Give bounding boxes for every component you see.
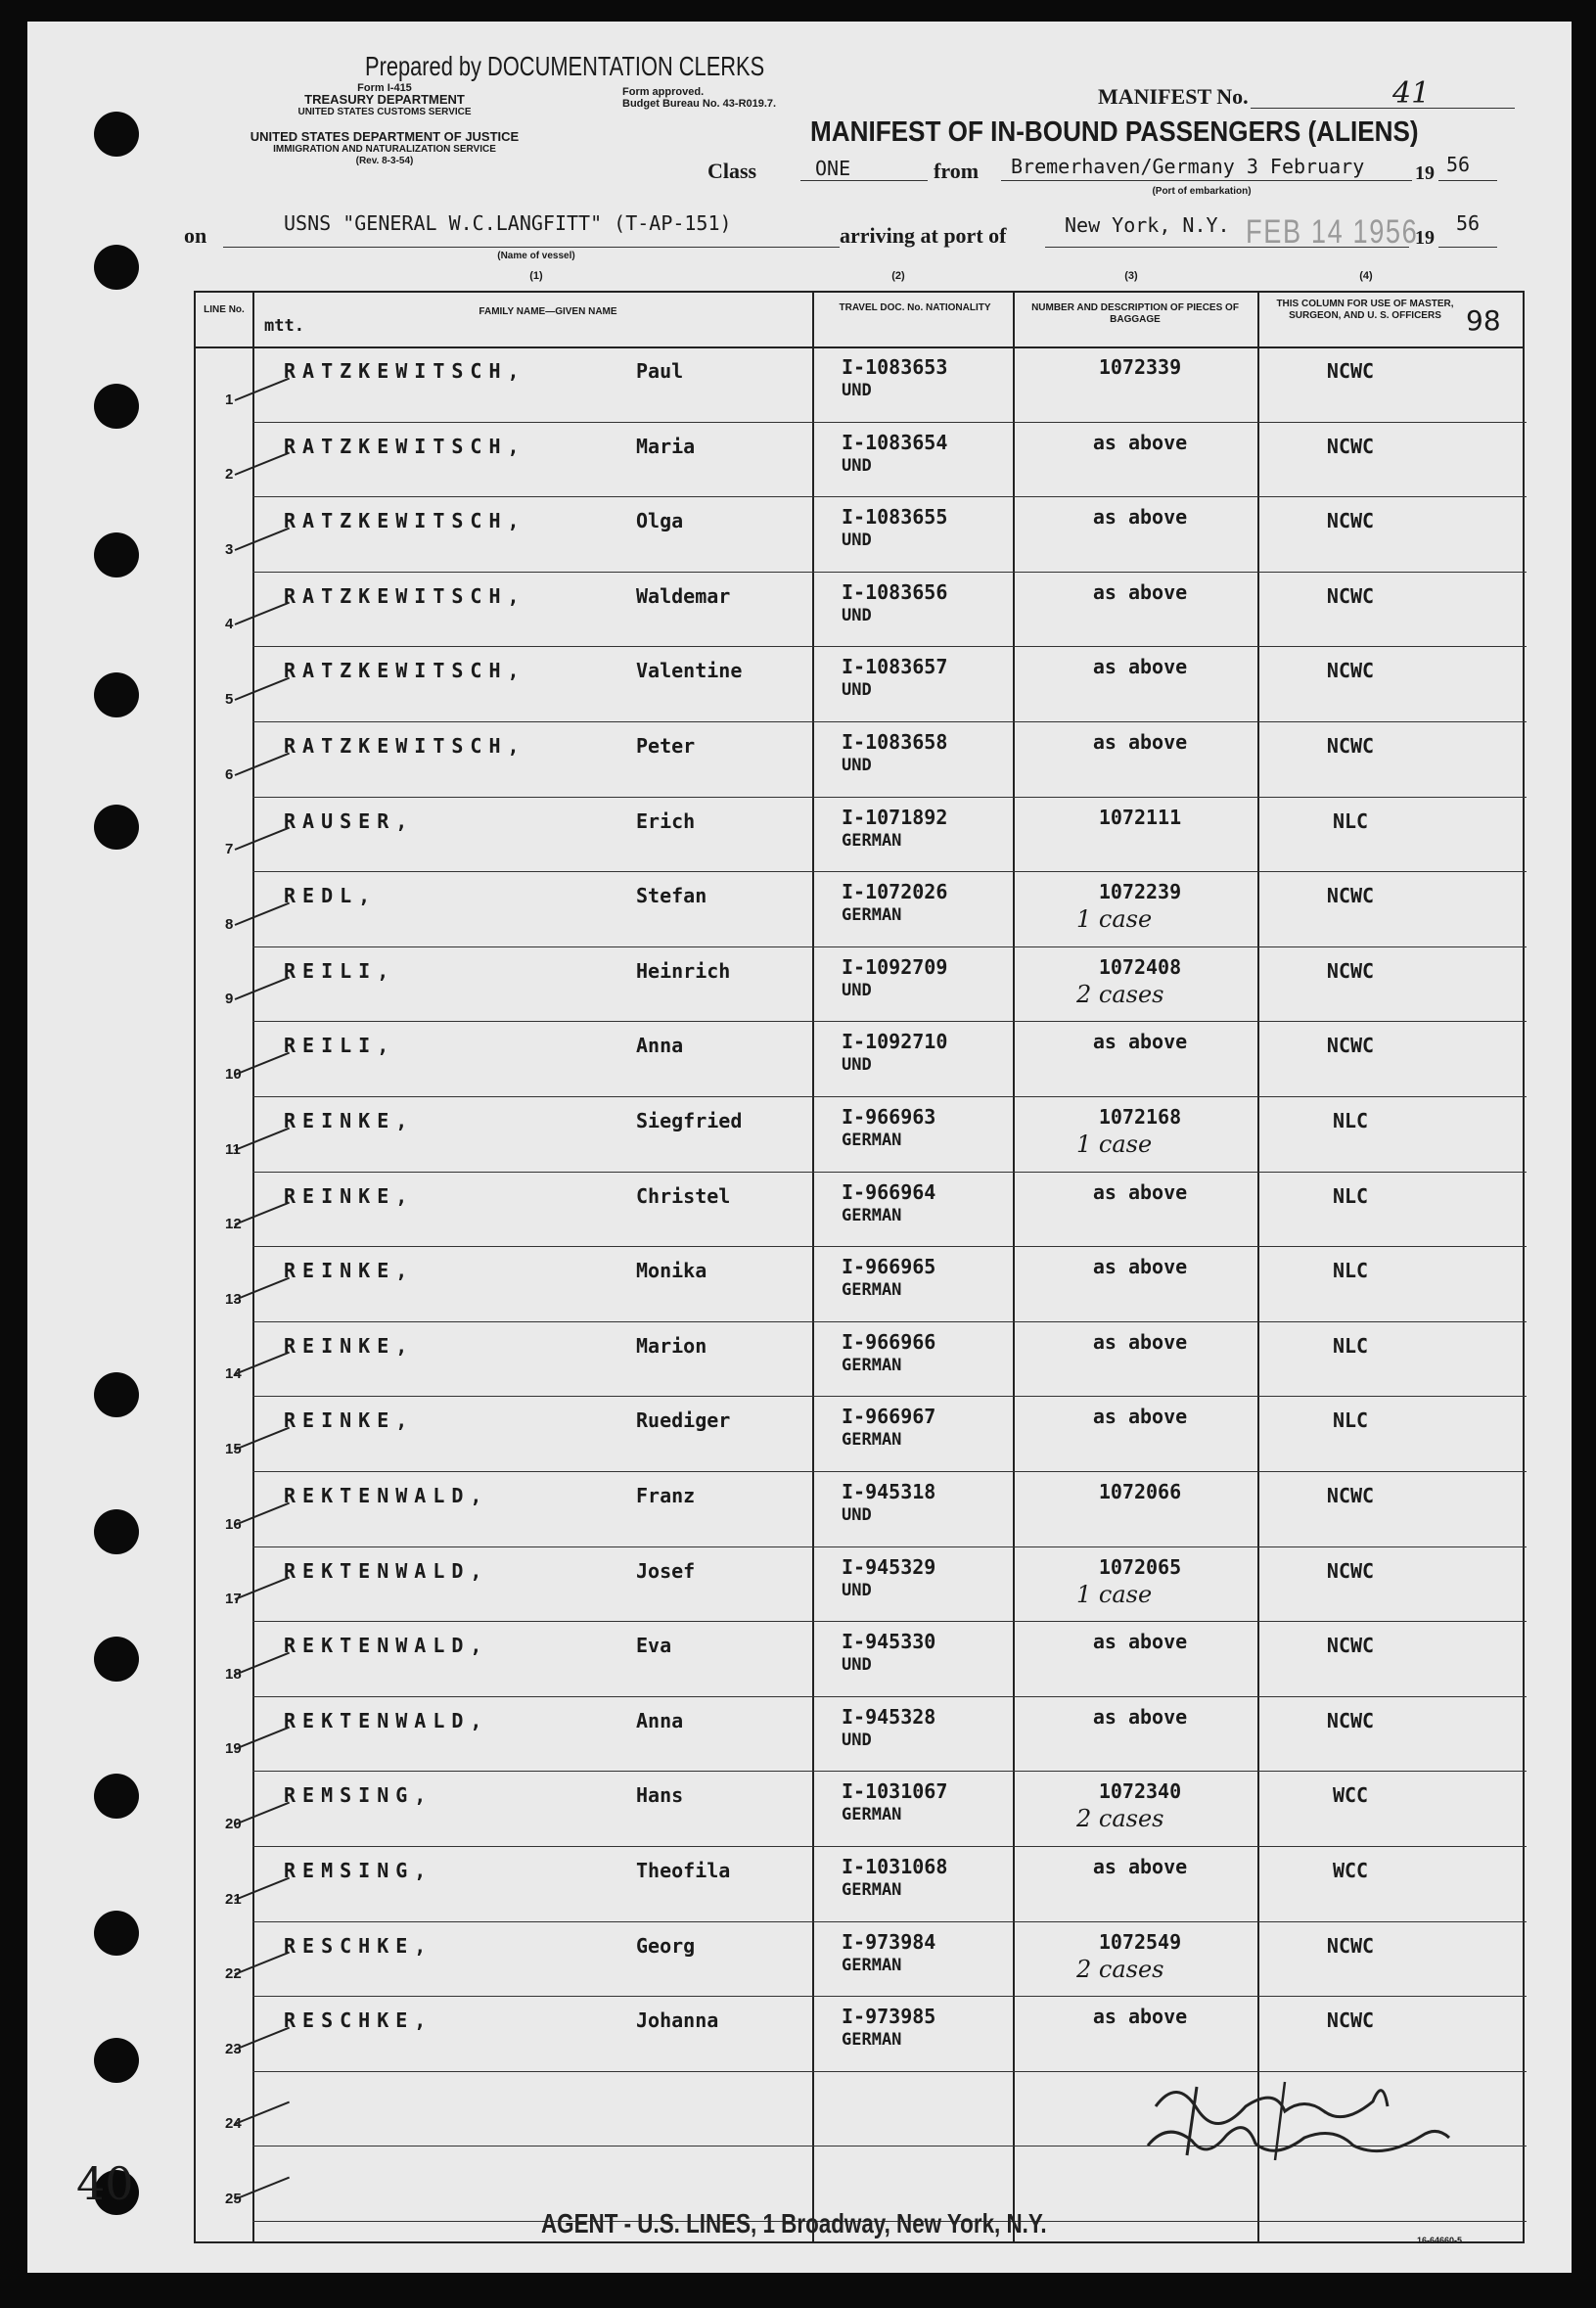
on-label: on bbox=[184, 223, 207, 248]
line-number: 7 bbox=[225, 841, 234, 858]
punch-hole bbox=[94, 1774, 139, 1819]
given-name: Anna bbox=[636, 1708, 684, 1732]
travel-doc-number: I-966964 bbox=[842, 1179, 936, 1204]
given-name: Erich bbox=[636, 808, 696, 833]
given-name: Eva bbox=[636, 1634, 672, 1658]
table-row bbox=[196, 1173, 1527, 1248]
customs-service: UNITED STATES CUSTOMS SERVICE bbox=[297, 107, 472, 117]
nationality: GERMAN bbox=[842, 1205, 902, 1225]
line-number: 12 bbox=[225, 1216, 242, 1233]
family-name: REINKE, bbox=[284, 1259, 415, 1283]
baggage-description: as above bbox=[1092, 1630, 1188, 1654]
baggage-description: as above bbox=[1092, 1179, 1188, 1204]
line-number: 15 bbox=[225, 1440, 242, 1457]
agency-code: NCWC bbox=[1326, 1933, 1375, 1958]
table-row bbox=[196, 1622, 1527, 1697]
nationality: UND bbox=[842, 605, 872, 625]
line-number: 5 bbox=[225, 690, 234, 708]
punch-hole bbox=[94, 245, 139, 290]
line-number: 16 bbox=[225, 1515, 242, 1533]
table-row bbox=[196, 1847, 1527, 1922]
column-number-1: (1) bbox=[529, 270, 543, 282]
nationality: UND bbox=[842, 1580, 872, 1600]
travel-doc-number: I-1072026 bbox=[842, 880, 948, 904]
baggage-description: 1072340 bbox=[1098, 1779, 1182, 1804]
line-number: 17 bbox=[225, 1591, 242, 1608]
family-name: REILI, bbox=[284, 958, 396, 983]
justice-department: UNITED STATES DEPARTMENT OF JUSTICE bbox=[250, 129, 520, 144]
table-row bbox=[196, 1022, 1527, 1097]
family-name: REKTENWALD, bbox=[284, 1634, 489, 1658]
budget-bureau: Budget Bureau No. 43-R019.7. bbox=[622, 98, 777, 110]
nationality: UND bbox=[842, 1655, 872, 1676]
agency-code: NCWC bbox=[1326, 1484, 1375, 1507]
agency-code: NCWC bbox=[1326, 509, 1375, 533]
arrival-date-stamp: FEB 14 1956 bbox=[1246, 213, 1419, 251]
baggage-description: 1072111 bbox=[1098, 805, 1182, 829]
travel-doc-number: I-945330 bbox=[842, 1630, 936, 1654]
nationality: GERMAN bbox=[842, 1880, 902, 1900]
table-row bbox=[196, 1247, 1527, 1322]
year-value: 56 bbox=[1446, 153, 1471, 176]
given-name: Ruediger bbox=[636, 1408, 731, 1433]
travel-doc-number: I-966967 bbox=[842, 1405, 936, 1429]
column-number-2: (2) bbox=[891, 270, 905, 282]
punch-hole bbox=[94, 112, 139, 157]
nationality: GERMAN bbox=[842, 830, 902, 851]
baggage-description: as above bbox=[1092, 1855, 1188, 1878]
given-name: Hans bbox=[636, 1783, 684, 1808]
baggage-description: as above bbox=[1092, 1030, 1188, 1054]
arrival-year: 56 bbox=[1456, 211, 1481, 235]
agency-code: NLC bbox=[1332, 1109, 1369, 1132]
officer-signature bbox=[1138, 2067, 1461, 2175]
punch-hole bbox=[94, 672, 139, 717]
travel-doc-number: I-1031067 bbox=[842, 1779, 948, 1804]
agency-code: NCWC bbox=[1326, 958, 1375, 983]
given-name: Christel bbox=[636, 1183, 731, 1208]
treasury-department: TREASURY DEPARTMENT bbox=[304, 92, 465, 107]
travel-doc-number: I-1092710 bbox=[842, 1030, 948, 1054]
port-caption: (Port of embarkation) bbox=[1152, 186, 1252, 197]
given-name: Siegfried bbox=[636, 1109, 743, 1132]
printer-code: 16-64660-5 bbox=[1417, 2236, 1463, 2245]
manifest-title: MANIFEST OF IN-BOUND PASSENGERS (ALIENS) bbox=[810, 116, 1419, 148]
line-number: 8 bbox=[225, 915, 234, 933]
baggage-description: 1072549 bbox=[1098, 1929, 1182, 1954]
line-number: 21 bbox=[225, 1890, 242, 1908]
col-header-baggage: NUMBER AND DESCRIPTION OF PIECES OF BAGGAGE bbox=[1031, 302, 1239, 325]
baggage-description: as above bbox=[1092, 1704, 1188, 1729]
baggage-description: 1072066 bbox=[1098, 1480, 1182, 1503]
vessel-name: USNS "GENERAL W.C.LANGFITT" (T-AP-151) bbox=[284, 211, 732, 235]
travel-doc-number: I-1083657 bbox=[842, 655, 948, 679]
form-number: Form I-415 bbox=[357, 82, 412, 94]
baggage-description: as above bbox=[1092, 655, 1188, 679]
family-name: REDL, bbox=[284, 884, 378, 908]
agency-code: NCWC bbox=[1326, 734, 1375, 758]
arrival-year-prefix: 19 bbox=[1415, 227, 1435, 249]
baggage-handwritten-note: 2 cases bbox=[1076, 1955, 1164, 1983]
baggage-description: 1072408 bbox=[1098, 954, 1182, 979]
baggage-description: as above bbox=[1092, 579, 1188, 604]
nationality: GERMAN bbox=[842, 1280, 902, 1301]
baggage-handwritten-note: 2 cases bbox=[1076, 980, 1164, 1008]
travel-doc-number: I-1083656 bbox=[842, 579, 948, 604]
col-header-note: mtt. bbox=[264, 316, 304, 336]
given-name: Monika bbox=[636, 1259, 707, 1283]
table-row bbox=[196, 1922, 1527, 1998]
punch-hole bbox=[94, 1637, 139, 1682]
travel-doc-number: I-973985 bbox=[842, 2005, 936, 2029]
family-name: RATZKEWITSCH, bbox=[284, 659, 526, 683]
arrival-port: New York, N.Y. bbox=[1065, 213, 1230, 237]
agency-code: NCWC bbox=[1326, 884, 1375, 908]
baggage-description: as above bbox=[1092, 730, 1188, 754]
col-header-doc: TRAVEL DOC. No. NATIONALITY bbox=[839, 302, 991, 313]
table-row bbox=[196, 647, 1527, 722]
travel-doc-number: I-1092709 bbox=[842, 954, 948, 979]
travel-doc-number: I-945329 bbox=[842, 1554, 936, 1579]
agency-code: NCWC bbox=[1326, 1034, 1375, 1058]
baggage-description: as above bbox=[1092, 505, 1188, 530]
agency-code: WCC bbox=[1332, 1783, 1369, 1808]
baggage-description: as above bbox=[1092, 1255, 1188, 1279]
family-name: REINKE, bbox=[284, 1109, 415, 1132]
table-row bbox=[196, 347, 1527, 423]
line-number: 23 bbox=[225, 2040, 242, 2057]
family-name: RATZKEWITSCH, bbox=[284, 583, 526, 608]
table-row bbox=[196, 1697, 1527, 1773]
prepared-by-stamp: Prepared by DOCUMENTATION CLERKS bbox=[365, 51, 765, 81]
family-name: REINKE, bbox=[284, 1408, 415, 1433]
travel-doc-number: I-966966 bbox=[842, 1329, 936, 1354]
given-name: Marion bbox=[636, 1333, 707, 1358]
travel-doc-number: I-1083653 bbox=[842, 355, 948, 379]
baggage-description: 1072239 bbox=[1098, 880, 1182, 904]
revision-date: (Rev. 8-3-54) bbox=[355, 156, 414, 166]
agency-code: NLC bbox=[1332, 1259, 1369, 1283]
col-header-official-use: THIS COLUMN FOR USE OF MASTER, SURGEON, AND U. S. OFFICERS bbox=[1276, 299, 1454, 321]
family-name: RESCHKE, bbox=[284, 1933, 433, 1958]
family-name: REMSING, bbox=[284, 1783, 433, 1808]
baggage-description: 1072168 bbox=[1098, 1105, 1182, 1129]
nationality: UND bbox=[842, 1055, 872, 1076]
baggage-description: as above bbox=[1092, 2005, 1188, 2029]
column-number-3: (3) bbox=[1124, 270, 1138, 282]
nationality: UND bbox=[842, 1730, 872, 1750]
baggage-description: as above bbox=[1092, 430, 1188, 454]
line-number: 25 bbox=[225, 2190, 242, 2207]
travel-doc-number: I-966963 bbox=[842, 1105, 936, 1129]
year-prefix: 19 bbox=[1415, 162, 1435, 184]
agency-code: NCWC bbox=[1326, 1708, 1375, 1732]
baggage-handwritten-note: 1 case bbox=[1076, 1580, 1153, 1608]
table-row bbox=[196, 1097, 1527, 1173]
punch-hole bbox=[94, 1509, 139, 1554]
given-name: Heinrich bbox=[636, 958, 731, 983]
travel-doc-number: I-945328 bbox=[842, 1704, 936, 1729]
manifest-number: 41 bbox=[1392, 76, 1431, 111]
agency-code: NCWC bbox=[1326, 1634, 1375, 1658]
table-row bbox=[196, 722, 1527, 798]
table-row bbox=[196, 1772, 1527, 1847]
family-name: RATZKEWITSCH, bbox=[284, 359, 526, 383]
family-name: RATZKEWITSCH, bbox=[284, 509, 526, 533]
nationality: GERMAN bbox=[842, 1955, 902, 1975]
line-number: 22 bbox=[225, 1965, 242, 1983]
travel-doc-number: I-1083654 bbox=[842, 430, 948, 454]
line-number: 18 bbox=[225, 1665, 242, 1683]
official-use-note: 98 bbox=[1466, 304, 1501, 337]
punch-hole bbox=[94, 384, 139, 429]
line-number: 24 bbox=[225, 2115, 242, 2133]
table-row bbox=[196, 872, 1527, 947]
agency-code: NCWC bbox=[1326, 1558, 1375, 1583]
nationality: UND bbox=[842, 531, 872, 551]
given-name: Peter bbox=[636, 734, 696, 758]
table-row bbox=[196, 1997, 1527, 2072]
family-name: REKTENWALD, bbox=[284, 1484, 489, 1507]
vessel-caption: (Name of vessel) bbox=[497, 251, 575, 261]
agency-code: NCWC bbox=[1326, 2008, 1375, 2033]
nationality: UND bbox=[842, 455, 872, 476]
given-name: Maria bbox=[636, 434, 696, 458]
given-name: Josef bbox=[636, 1558, 696, 1583]
line-number: 10 bbox=[225, 1065, 242, 1083]
given-name: Olga bbox=[636, 509, 684, 533]
nationality: UND bbox=[842, 756, 872, 775]
agency-code: NLC bbox=[1332, 1408, 1369, 1433]
punch-hole bbox=[94, 532, 139, 577]
given-name: Johanna bbox=[636, 2008, 719, 2033]
travel-doc-number: I-1071892 bbox=[842, 805, 948, 829]
nationality: GERMAN bbox=[842, 905, 902, 926]
class-label: Class bbox=[707, 159, 757, 183]
travel-doc-number: I-966965 bbox=[842, 1255, 936, 1279]
agency-code: NCWC bbox=[1326, 659, 1375, 683]
line-number: 9 bbox=[225, 991, 234, 1008]
line-number: 19 bbox=[225, 1740, 242, 1758]
given-name: Paul bbox=[636, 359, 684, 383]
travel-doc-number: I-1031068 bbox=[842, 1855, 948, 1878]
table-row bbox=[196, 573, 1527, 648]
baggage-description: 1072065 bbox=[1098, 1554, 1182, 1579]
line-number: 3 bbox=[225, 540, 234, 558]
table-row bbox=[196, 1397, 1527, 1472]
travel-doc-number: I-973984 bbox=[842, 1929, 936, 1954]
table-row bbox=[196, 497, 1527, 573]
table-row bbox=[196, 423, 1527, 498]
nationality: GERMAN bbox=[842, 1805, 902, 1825]
column-number-4: (4) bbox=[1359, 270, 1373, 282]
ins-service: IMMIGRATION AND NATURALIZATION SERVICE bbox=[273, 144, 496, 155]
family-name: REINKE, bbox=[284, 1333, 415, 1358]
agency-code: NLC bbox=[1332, 808, 1369, 833]
agency-code: NCWC bbox=[1326, 359, 1375, 383]
family-name: RAUSER, bbox=[284, 808, 415, 833]
punch-hole bbox=[94, 2038, 139, 2083]
line-number: 1 bbox=[225, 391, 234, 408]
given-name: Waldemar bbox=[636, 583, 731, 608]
agency-code: NCWC bbox=[1326, 583, 1375, 608]
table-row bbox=[196, 1547, 1527, 1623]
baggage-handwritten-note: 2 cases bbox=[1076, 1805, 1164, 1833]
family-name: RATZKEWITSCH, bbox=[284, 734, 526, 758]
table-row bbox=[196, 947, 1527, 1023]
col-header-name: FAMILY NAME—GIVEN NAME bbox=[479, 306, 617, 317]
family-name: RATZKEWITSCH, bbox=[284, 434, 526, 458]
form-approved: Form approved. bbox=[622, 86, 705, 98]
line-number: 20 bbox=[225, 1815, 242, 1832]
baggage-handwritten-note: 1 case bbox=[1076, 1131, 1153, 1158]
line-number: 2 bbox=[225, 466, 234, 484]
arriving-label: arriving at port of bbox=[840, 223, 1007, 248]
line-number: 6 bbox=[225, 765, 234, 783]
given-name: Stefan bbox=[636, 884, 707, 908]
nationality: GERMAN bbox=[842, 2030, 902, 2051]
line-number: 13 bbox=[225, 1290, 242, 1308]
manifest-page bbox=[27, 22, 1572, 2273]
manifest-number-label: MANIFEST No. bbox=[1098, 84, 1249, 109]
line-number: 14 bbox=[225, 1365, 242, 1383]
family-name: RESCHKE, bbox=[284, 2008, 433, 2033]
agency-code: WCC bbox=[1332, 1859, 1369, 1882]
punch-hole bbox=[94, 1911, 139, 1956]
baggage-description: as above bbox=[1092, 1329, 1188, 1354]
given-name: Valentine bbox=[636, 659, 743, 683]
family-name: REINKE, bbox=[284, 1183, 415, 1208]
passenger-table bbox=[194, 291, 1525, 2243]
given-name: Theofila bbox=[636, 1859, 731, 1882]
from-label: from bbox=[934, 159, 980, 183]
embarkation-port: Bremerhaven/Germany 3 February bbox=[1011, 155, 1365, 178]
nationality: UND bbox=[842, 980, 872, 1000]
baggage-handwritten-note: 1 case bbox=[1076, 905, 1153, 934]
family-name: REILI, bbox=[284, 1034, 396, 1058]
nationality: UND bbox=[842, 1505, 872, 1525]
nationality: GERMAN bbox=[842, 1430, 902, 1451]
agency-code: NLC bbox=[1332, 1333, 1369, 1358]
col-header-line: LINE No. bbox=[204, 304, 245, 315]
travel-doc-number: I-945318 bbox=[842, 1480, 936, 1503]
given-name: Anna bbox=[636, 1034, 684, 1058]
line-number: 11 bbox=[225, 1140, 241, 1158]
punch-hole bbox=[94, 805, 139, 850]
nationality: UND bbox=[842, 680, 872, 701]
given-name: Franz bbox=[636, 1484, 696, 1507]
line-number: 4 bbox=[225, 616, 234, 633]
nationality: UND bbox=[842, 381, 872, 400]
agent-stamp: AGENT - U.S. LINES, 1 Broadway, New York, N.Y. bbox=[541, 2208, 1047, 2239]
punch-hole bbox=[94, 1372, 139, 1417]
nationality: GERMAN bbox=[842, 1131, 902, 1150]
family-name: REMSING, bbox=[284, 1859, 433, 1882]
table-row bbox=[196, 1472, 1527, 1547]
family-name: REKTENWALD, bbox=[284, 1558, 489, 1583]
travel-doc-number: I-1083658 bbox=[842, 730, 948, 754]
agency-code: NLC bbox=[1332, 1183, 1369, 1208]
baggage-description: as above bbox=[1092, 1405, 1188, 1429]
agency-code: NCWC bbox=[1326, 434, 1375, 458]
table-row bbox=[196, 1322, 1527, 1398]
margin-note: 40 bbox=[76, 2157, 134, 2210]
family-name: REKTENWALD, bbox=[284, 1708, 489, 1732]
table-row bbox=[196, 798, 1527, 873]
travel-doc-number: I-1083655 bbox=[842, 505, 948, 530]
baggage-description: 1072339 bbox=[1098, 355, 1182, 379]
nationality: GERMAN bbox=[842, 1355, 902, 1375]
given-name: Georg bbox=[636, 1933, 696, 1958]
class-value: ONE bbox=[815, 157, 851, 180]
